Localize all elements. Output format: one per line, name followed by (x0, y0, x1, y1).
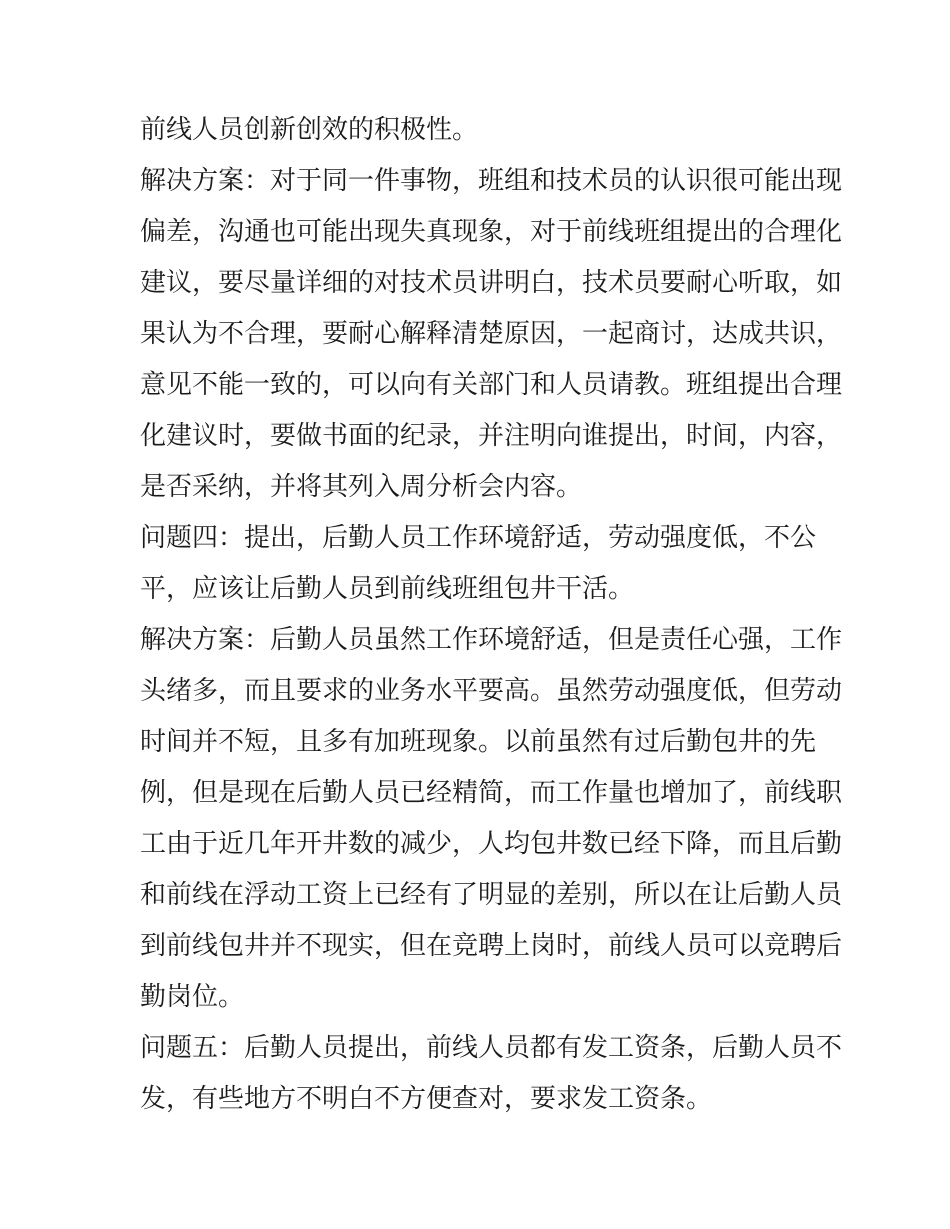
text-line: 勤岗位。 (140, 982, 245, 1012)
text-line: 头绪多，而且要求的业务水平要高。虽然劳动强度低，但劳动 (140, 676, 843, 706)
text-line: 工由于近几年开井数的减少，人均包井数已经下降，而且后勤 (140, 829, 843, 859)
text-line: 发，有些地方不明白不方便查对，要求发工资条。 (140, 1084, 713, 1114)
text-line: 果认为不合理，要耐心解释清楚原因，一起商讨，达成共识， (140, 319, 843, 349)
text-line: 时间并不短，且多有加班现象。以前虽然有过后勤包井的先 (140, 727, 817, 757)
text-line: 意见不能一致的，可以向有关部门和人员请教。班组提出合理 (140, 370, 843, 400)
text-line: 到前线包井并不现实，但在竞聘上岗时，前线人员可以竞聘后 (140, 931, 843, 961)
text-line: 问题五：后勤人员提出，前线人员都有发工资条，后勤人员不 (140, 1033, 843, 1063)
text-line: 前线人员创新创效的积极性。 (140, 115, 479, 145)
text-line: 平，应该让后勤人员到前线班组包井干活。 (140, 574, 635, 604)
text-line: 和前线在浮动工资上已经有了明显的差别，所以在让后勤人员 (140, 880, 843, 910)
text-line: 偏差，沟通也可能出现失真现象，对于前线班组提出的合理化 (140, 217, 843, 247)
text-line: 问题四：提出，后勤人员工作环境舒适，劳动强度低，不公 (140, 523, 817, 553)
text-line: 是否采纳，并将其列入周分析会内容。 (140, 472, 583, 502)
text-line: 化建议时，要做书面的纪录，并注明向谁提出，时间，内容， (140, 421, 843, 451)
document-body (140, 105, 843, 1125)
text-line: 解决方案：对于同一件事物，班组和技术员的认识很可能出现 (140, 166, 843, 196)
text-line: 例，但是现在后勤人员已经精简，而工作量也增加了，前线职 (140, 778, 843, 808)
text-line: 解决方案：后勤人员虽然工作环境舒适，但是责任心强，工作 (140, 625, 843, 655)
text-line: 建议，要尽量详细的对技术员讲明白，技术员要耐心听取，如 (140, 268, 843, 298)
